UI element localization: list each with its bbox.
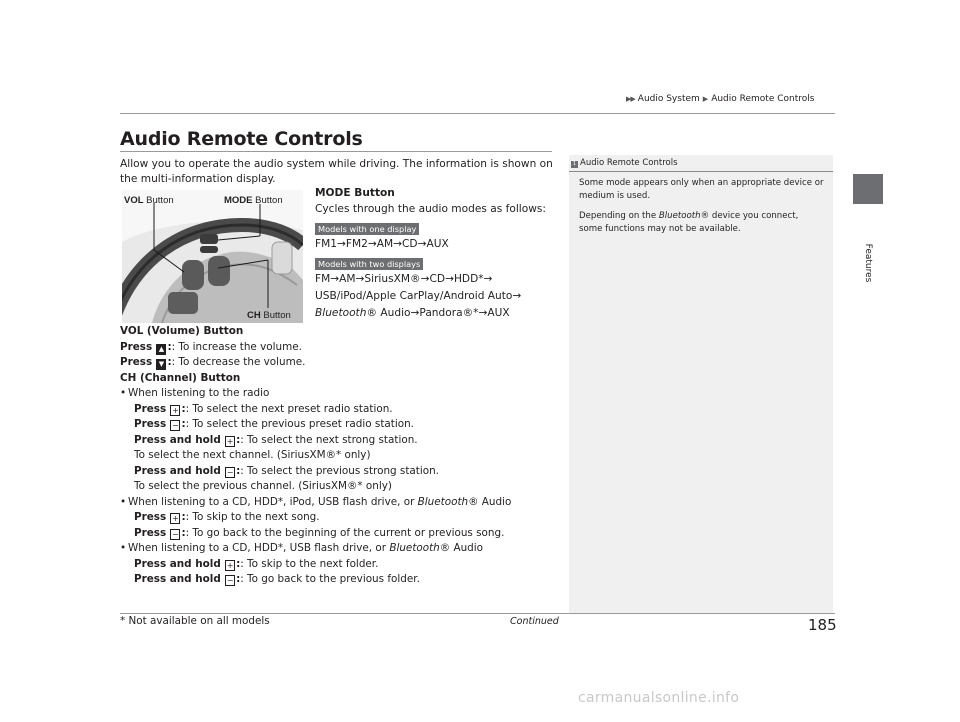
note-divider: [569, 171, 833, 172]
minus-key-icon: −: [172, 529, 179, 539]
title-divider: [120, 151, 552, 152]
mode-callout: MODE: [224, 195, 253, 206]
note-paragraph-2: Depending on the Bluetooth® device you connect, some functions may not be available.: [579, 211, 799, 234]
vol-heading: VOL (Volume) Button: [120, 325, 244, 337]
one-display-sequence: FM1→FM2→AM→CD→AUX: [315, 238, 449, 250]
svg-text:MODE Button: MODE Button: [224, 195, 283, 206]
radio-press-minus: Press − :: To select the previous preset radio station.: [134, 418, 414, 430]
steering-wheel-illustration: [122, 190, 303, 323]
note-box: [569, 155, 833, 613]
arrow-icon: ▶: [702, 95, 709, 103]
cd-press-plus: Press + :: To skip to the next song.: [134, 511, 320, 523]
breadcrumb-section[interactable]: Audio System: [637, 94, 700, 104]
radio-hold-minus: Press and hold − :: To select the previous strong station.: [134, 464, 439, 477]
radio-hold-plus: Press and hold + :: To select the next strong station.: [134, 433, 418, 446]
note-body: [579, 177, 824, 243]
folder-bullet: • When listening to a CD, HDD*, USB flash drive, or Bluetooth® Audio: [120, 541, 560, 557]
two-display-sequence-line-2: USB/iPod/Apple CarPlay/Android Auto→: [315, 290, 522, 302]
cd-bullet: • When listening to a CD, HDD*, iPod, USB flash drive, or Bluetooth® Audio: [120, 495, 560, 511]
note-heading: 1 Audio Remote Controls: [572, 158, 678, 168]
plus-key-icon: +: [172, 405, 179, 415]
plus-key-icon: +: [226, 560, 234, 570]
intro-paragraph: Allow you to operate the audio system while driving. The information is shown on the multi-information display.: [120, 158, 553, 185]
breadcrumb: [626, 94, 814, 104]
footer-divider: [120, 613, 835, 614]
minus-key-icon: −: [226, 576, 234, 585]
chapter-tab-marker: [853, 174, 883, 204]
mode-button-heading: MODE Button: [315, 187, 395, 199]
minus-key-icon: −: [226, 467, 234, 477]
svg-text:VOL Button: VOL Button: [124, 195, 174, 206]
plus-key-icon: +: [226, 436, 234, 446]
vol-up-key-icon: ▲: [156, 344, 166, 355]
radio-hold-minus-sirius: To select the previous channel. (SiriusXM®* only): [134, 480, 392, 492]
folder-hold-plus: Press and hold + :: To skip to the next folder.: [134, 557, 379, 570]
footnote: * Not available on all models: [120, 615, 270, 627]
header-divider: [120, 113, 835, 114]
vol-callout: VOL: [124, 195, 144, 206]
continued-label: Continued: [510, 616, 559, 627]
models-two-displays-tag: Models with two displays: [315, 258, 423, 270]
svg-text:CH Button: CH Button: [247, 310, 291, 321]
breadcrumb-topic[interactable]: Audio Remote Controls: [711, 94, 815, 104]
two-display-sequence-line-3: Bluetooth® Audio→Pandora®*→AUX: [315, 307, 510, 319]
vol-down-row: Press ▼ :: To decrease the volume.: [120, 356, 306, 368]
vol-down-key-icon: ▼: [156, 359, 166, 370]
chapter-tab-label: Features: [863, 243, 873, 283]
two-display-sequence-line-1: FM→AM→SiriusXM®→CD→HDD*→: [315, 273, 493, 285]
radio-press-plus: Press + :: To select the next preset radio station.: [134, 402, 393, 415]
ch-callout: CH: [247, 310, 261, 321]
cd-press-minus: Press − :: To go back to the beginning of the current or previous song.: [134, 526, 505, 539]
note-paragraph-1: Some mode appears only when an appropriate device or medium is used.: [579, 178, 824, 201]
radio-hold-plus-sirius: To select the next channel. (SiriusXM®* only): [134, 449, 371, 461]
ch-heading: CH (Channel) Button: [120, 371, 241, 384]
folder-hold-minus: Press and hold − :: To go back to the previous folder.: [134, 573, 420, 585]
double-arrow-icon: ▶▶: [626, 95, 635, 103]
plus-key-icon: +: [172, 514, 179, 523]
note-marker-icon: 1: [572, 161, 577, 167]
mode-button-description: Cycles through the audio modes as follows:: [315, 203, 546, 215]
models-one-display-tag: Models with one display: [315, 223, 419, 235]
steering-wheel-drawing: [122, 190, 303, 323]
watermark: carmanualsonline.info: [578, 690, 740, 706]
page-title: Audio Remote Controls: [120, 128, 363, 150]
radio-bullet: • When listening to the radio: [120, 386, 560, 402]
instructions-body: [120, 324, 560, 588]
page-number: 185: [808, 616, 837, 634]
minus-key-icon: −: [172, 421, 179, 430]
vol-up-row: Press ▲ :: To increase the volume.: [120, 340, 302, 353]
